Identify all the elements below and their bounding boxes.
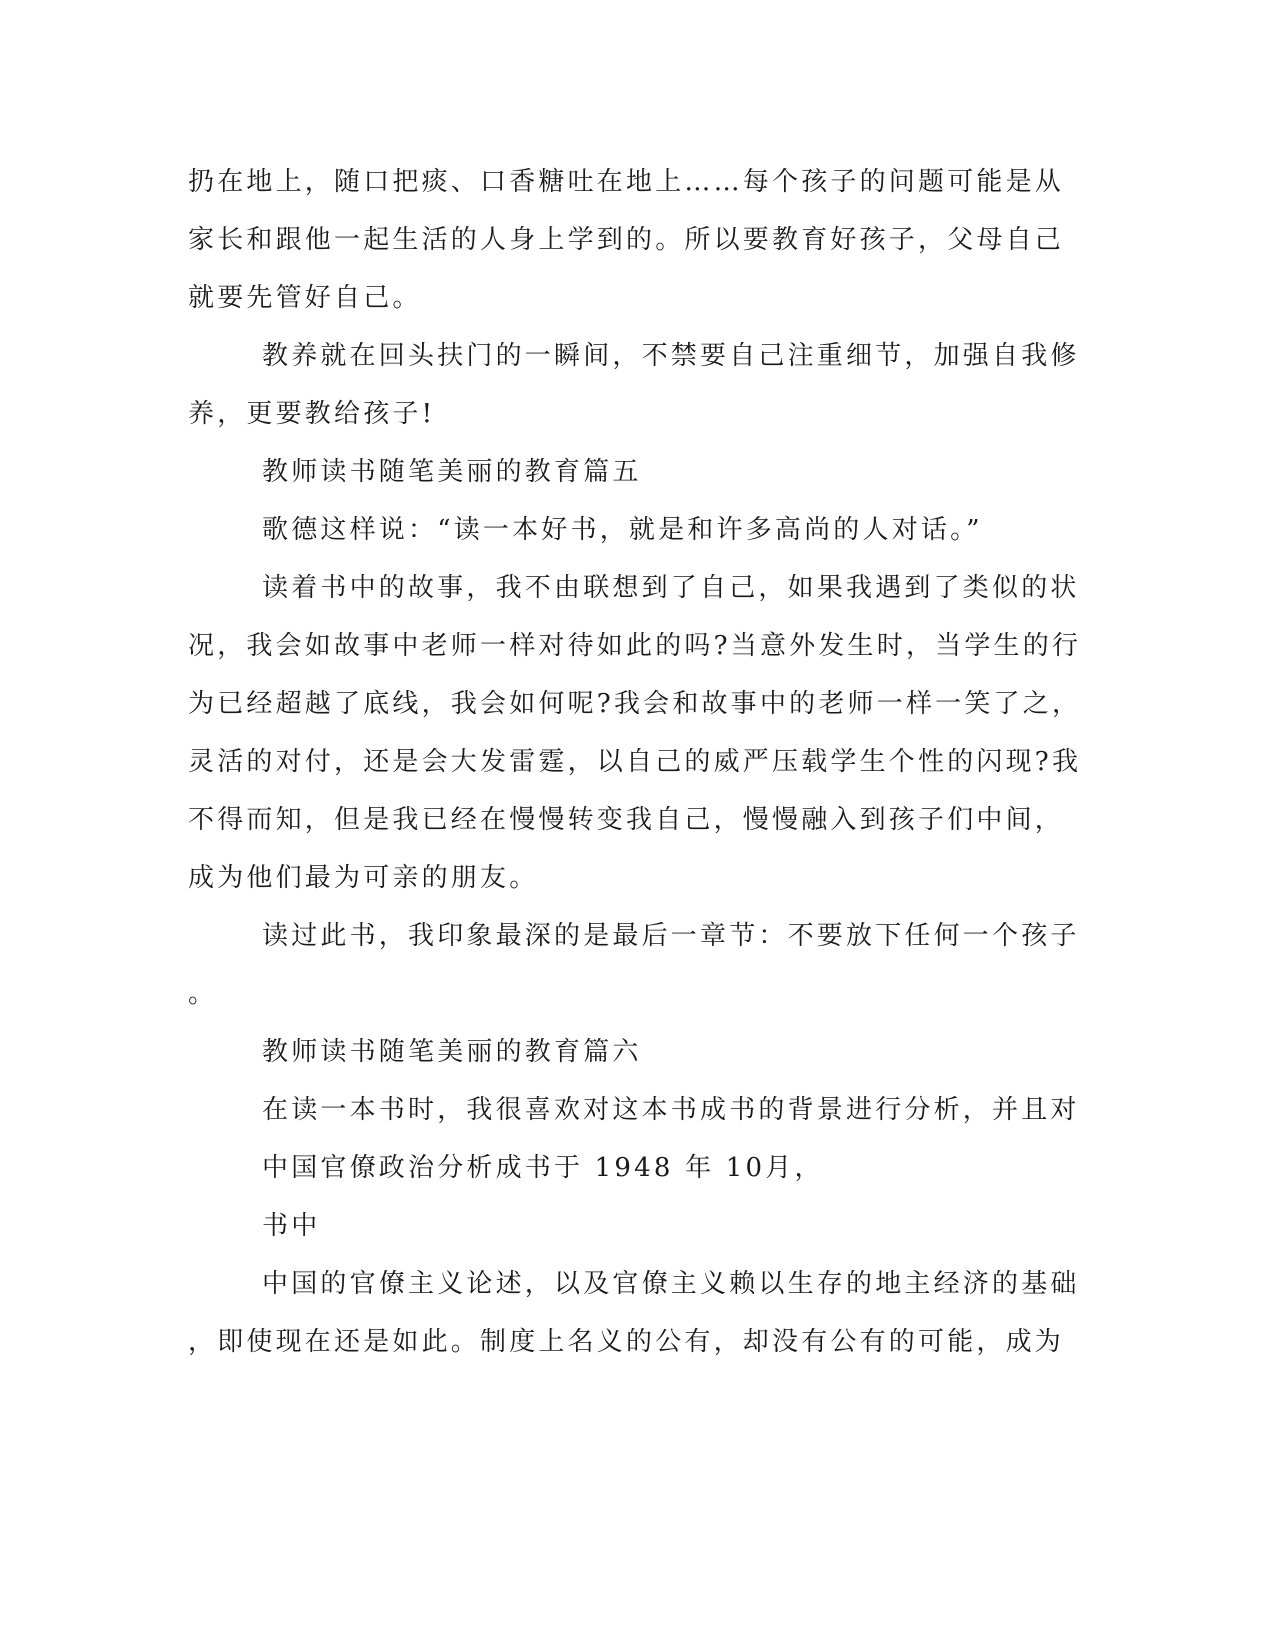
section-heading: 教师读书随笔美丽的教育篇五 (262, 457, 642, 487)
text-line: 灵活的对付，还是会大发雷霆，以自己的威严压载学生个性的闪现?我 (188, 747, 1082, 777)
paragraph-first-line: 读着书中的故事，我不由联想到了自己，如果我遇到了类似的状 (262, 573, 1080, 603)
paragraph-first-line: 中国的官僚主义论述，以及官僚主义赖以生存的地主经济的基础 (262, 1269, 1080, 1299)
text-line: 扔在地上，随口把痰、口香糖吐在地上……每个孩子的问题可能是从 (188, 167, 1065, 197)
quote-line: 歌德这样说：“读一本好书，就是和许多高尚的人对话。” (262, 515, 983, 545)
text-line: 书中 (262, 1211, 321, 1241)
text-line: 中国官僚政治分析成书于 1948 年 10月， (262, 1153, 824, 1183)
text-line: 况，我会如故事中老师一样对待如此的吗?当意外发生时，当学生的行 (188, 631, 1082, 661)
paragraph-first-line: 读过此书，我印象最深的是最后一章节：不要放下任何一个孩子 (262, 921, 1080, 951)
text-line: 成为他们最为可亲的朋友。 (188, 863, 539, 893)
text-line: 养，更要教给孩子! (188, 399, 436, 429)
text-line: 。 (188, 979, 218, 1009)
paragraph-first-line: 在读一本书时，我很喜欢对这本书成书的背景进行分析，并且对 (262, 1095, 1080, 1125)
text-line: ，即使现在还是如此。制度上名义的公有，却没有公有的可能，成为 (188, 1327, 1065, 1357)
text-line: 为已经超越了底线，我会如何呢?我会和故事中的老师一样一笑了之， (188, 689, 1082, 719)
text-line: 不得而知，但是我已经在慢慢转变我自己，慢慢融入到孩子们中间， (188, 805, 1065, 835)
text-line: 家长和跟他一起生活的人身上学到的。所以要教育好孩子，父母自己 (188, 225, 1065, 255)
text-line: 就要先管好自己。 (188, 283, 422, 313)
section-heading: 教师读书随笔美丽的教育篇六 (262, 1037, 642, 1067)
paragraph-first-line: 教养就在回头扶门的一瞬间，不禁要自己注重细节，加强自我修 (262, 341, 1080, 371)
